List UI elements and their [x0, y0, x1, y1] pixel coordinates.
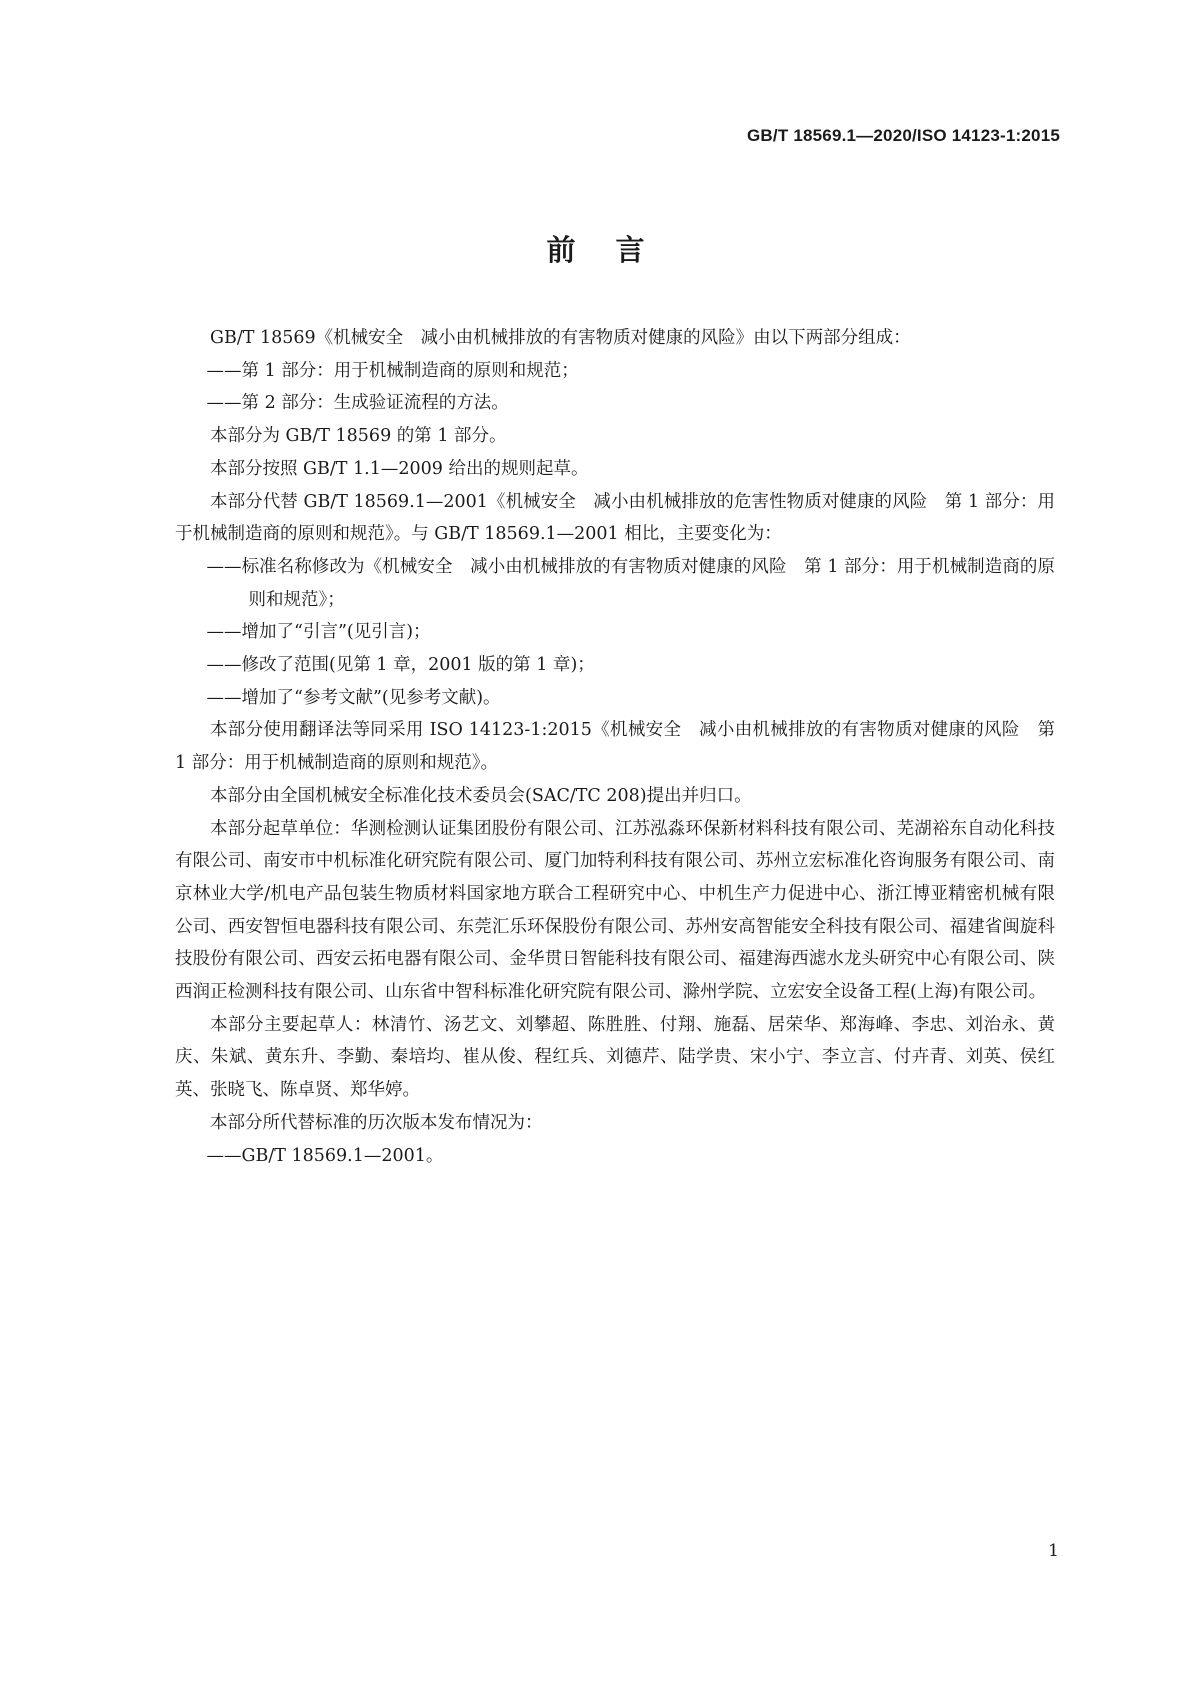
list-item-history-2001: ——GB/T 18569.1—2001。: [206, 1145, 444, 1166]
foreword-body: [175, 322, 1055, 1172]
paragraph-composition: GB/T 18569《机械安全 减小由机械排放的有害物质对健康的风险》由以下两部分组成：: [210, 328, 911, 348]
paragraph-replacement: 本部分代替 GB/T 18569.1—2001《机械安全 减小由机械排放的危害性物质对健康的风险 第 1 部分：用于机械制造商的原则和规范》。与 GB/T 18569.1—2001 相比，主要变化为：: [175, 491, 1055, 545]
paragraph-drafting-rules: 本部分按照 GB/T 1.1—2009 给出的规则起草。: [210, 458, 589, 479]
list-item-part-1: ——第 1 部分：用于机械制造商的原则和规范；: [206, 360, 579, 381]
list-item-change-scope: ——修改了范围(见第 1 章，2001 版的第 1 章)；: [206, 655, 595, 676]
paragraph-drafters: 本部分主要起草人：林清竹、汤艺文、刘攀超、陈胜胜、付翔、施磊、居荣华、郑海峰、李忠、刘治永、黄庆、朱斌、黄东升、李勤、秦培均、崔从俊、程红兵、刘德芹、陆学贵、宋小宁、李立言、付卉青、刘英、侯红英、张晓飞、陈卓贤、郑华婷。: [175, 1014, 1055, 1101]
page-number: 1: [1048, 1541, 1059, 1561]
page-title: 前言: [546, 233, 685, 267]
list-item-change-introduction: ——增加了“引言”(见引言)；: [206, 622, 431, 643]
paragraph-history: 本部分所代替标准的历次版本发布情况为：: [210, 1112, 543, 1133]
paragraph-translation-method: 本部分使用翻译法等同采用 ISO 14123-1:2015《机械安全 减小由机械排放的有害物质对健康的风险 第 1 部分：用于机械制造商的原则和规范》。: [175, 720, 1055, 774]
standard-code-header: GB/T 18569.1—2020/ISO 14123-1:2015: [747, 126, 1060, 145]
paragraph-proposer: 本部分由全国机械安全标准化技术委员会(SAC/TC 208)提出并归口。: [210, 785, 752, 806]
list-item-change-title: ——标准名称修改为《机械安全 减小由机械排放的有害物质对健康的风险 第 1 部分：用于机械制造商的原则和规范》；: [206, 556, 1055, 610]
list-item-part-2: ——第 2 部分：生成验证流程的方法。: [206, 393, 509, 414]
paragraph-part-scope: 本部分为 GB/T 18569 的第 1 部分。: [210, 426, 507, 447]
list-item-change-bibliography: ——增加了“参考文献”(见参考文献)。: [206, 687, 501, 708]
paragraph-drafting-units: 本部分起草单位：华测检测认证集团股份有限公司、江苏泓淼环保新材料科技有限公司、芜湖裕东自动化科技有限公司、南安市中机标准化研究院有限公司、厦门加特利科技有限公司、苏州立宏标准化咨询服务有限公司、南京林业大学/机电产品包装生物质材料国家地方联合工程研究中心、中机生产力促进中心、浙江博亚精密机械有限公司、西安智恒电器科技有限公司、东莞汇乐环保股份有限公司、苏州安高智能安全科技有限公司、福建省闽旋科技股份有限公司、西安云拓电器有限公司、金华贯日智能科技有限公司、福建海西滤水龙头研究中心有限公司、陕西润正检测科技有限公司、山东省中智科标准化研究院有限公司、滁州学院、立宏安全设备工程(上海)有限公司。: [175, 818, 1055, 1003]
